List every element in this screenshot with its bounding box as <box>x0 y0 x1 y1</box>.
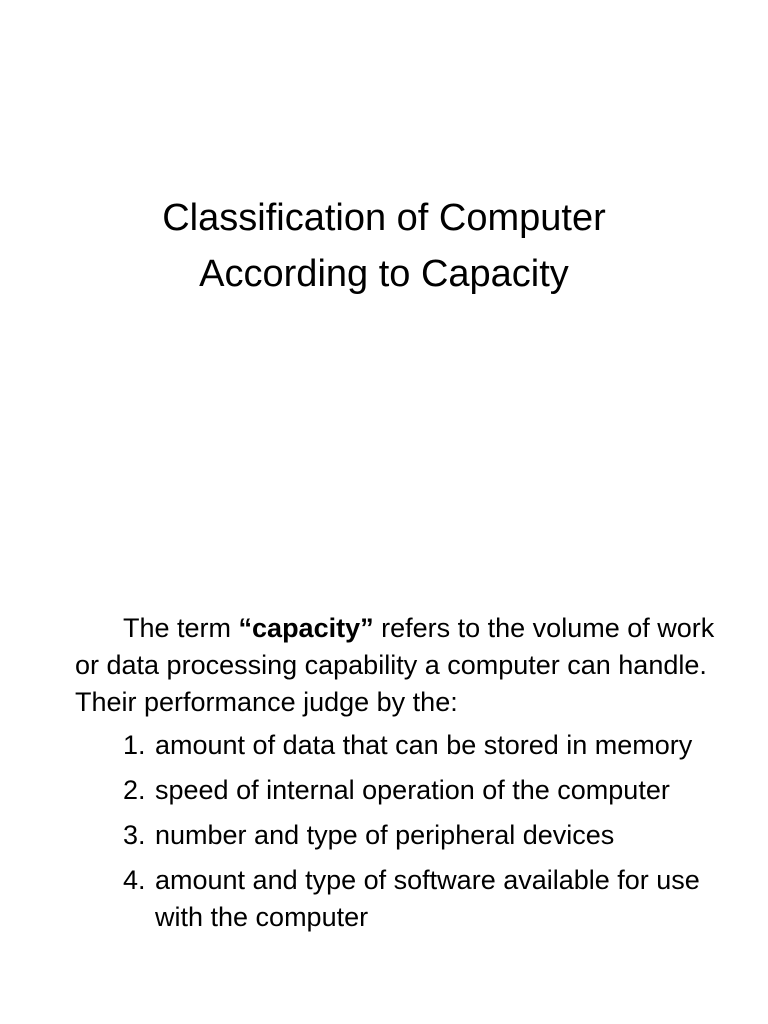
list-item-text: amount of data that can be stored in memory <box>155 730 693 760</box>
criteria-list <box>75 727 735 936</box>
list-item-text: amount and type of software available for use with the computer <box>155 865 700 932</box>
list-item <box>75 727 735 764</box>
list-item <box>75 862 735 936</box>
list-item <box>75 772 735 809</box>
intro-before: The term <box>123 613 239 643</box>
list-item-text: number and type of peripheral devices <box>155 820 615 850</box>
list-item-number: 1. <box>123 730 146 760</box>
slide-title <box>0 190 768 302</box>
list-item-number: 3. <box>123 820 146 850</box>
title-line-2: According to Capacity <box>199 253 569 295</box>
list-item-text: speed of internal operation of the computer <box>155 775 670 805</box>
intro-after: refers to the volume of work or data processing capability a computer can handle. Their performance judge by the: <box>75 613 715 717</box>
intro-term: “capacity” <box>238 613 374 643</box>
intro-paragraph <box>75 610 735 721</box>
list-item-number: 2. <box>123 775 146 805</box>
list-item-number: 4. <box>123 865 146 895</box>
slide-body <box>75 610 735 944</box>
list-item <box>75 817 735 854</box>
title-line-1: Classification of Computer <box>162 197 606 239</box>
